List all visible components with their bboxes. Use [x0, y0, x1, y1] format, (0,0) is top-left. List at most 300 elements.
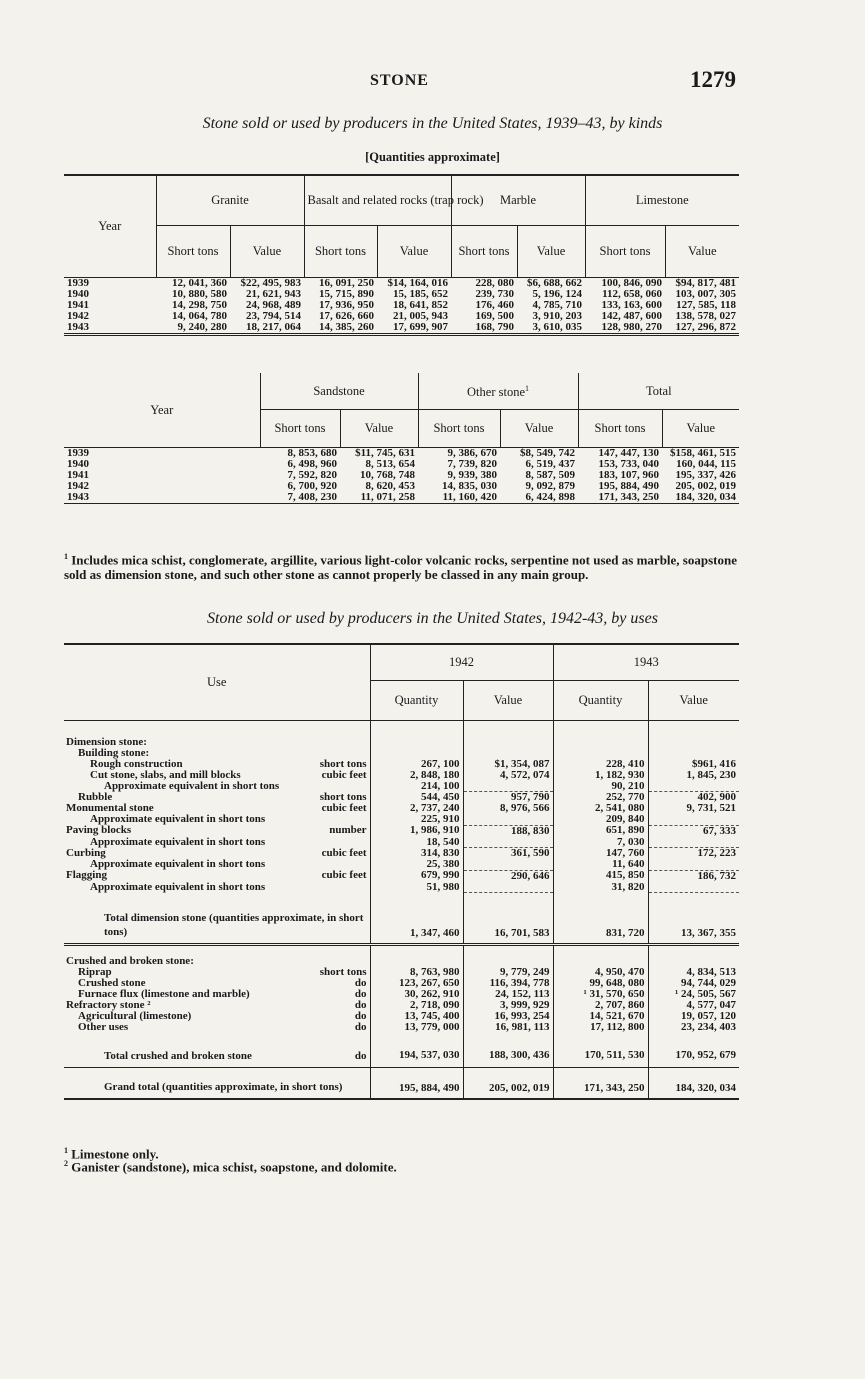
data-cell: $6, 688, 662: [527, 276, 583, 289]
data-cell: 14, 521, 670: [553, 1011, 648, 1022]
data-cell: [463, 748, 553, 759]
data-cell: $14, 164, 016: [387, 276, 449, 289]
col-header: Short tons: [156, 225, 230, 277]
data-cell: 9, 386, 670: [447, 446, 498, 459]
use-label: [78, 989, 367, 1000]
data-cell: 8, 976, 566: [463, 803, 553, 814]
table-row: [64, 322, 739, 335]
year-cell: 1939: [67, 276, 89, 289]
data-cell: 8, 587, 509: [525, 468, 576, 481]
table-row: [64, 893, 739, 945]
data-cell: 142, 487, 600: [601, 309, 663, 322]
data-cell: 16, 993, 254: [463, 1011, 553, 1022]
data-cell: 9, 731, 521: [648, 803, 739, 814]
group-header: Basalt and related rocks (trap rock): [304, 175, 451, 225]
data-cell: [463, 837, 553, 848]
use-label-cell: [64, 837, 370, 848]
data-cell: 169, 500: [475, 309, 515, 322]
data-cell: 17, 699, 907: [393, 320, 449, 333]
use-name: Monumental stone: [66, 802, 154, 814]
use-label-cell: [64, 748, 370, 759]
data-cell: 147, 760: [553, 848, 648, 860]
data-cell: 11, 160, 420: [442, 490, 498, 503]
group-header: Granite: [156, 175, 304, 225]
table-row: [64, 989, 739, 1000]
data-cell: 957, 790: [463, 792, 553, 804]
use-label-cell: [64, 1033, 370, 1068]
data-cell: 103, 007, 305: [675, 287, 737, 300]
data-cell: 16, 981, 113: [463, 1022, 553, 1033]
data-cell: 195, 884, 490: [370, 1067, 463, 1099]
data-cell: 8, 620, 453: [365, 479, 416, 492]
data-cell: 3, 610, 035: [532, 320, 583, 333]
data-cell: 290, 646: [463, 870, 553, 882]
use-label: [66, 737, 367, 748]
data-cell: 4, 572, 074: [463, 770, 553, 781]
table-row: [64, 470, 739, 481]
data-cell: $1, 354, 087: [463, 759, 553, 770]
col-header: Value: [340, 409, 418, 447]
footnote-marker: 2: [64, 1159, 68, 1168]
col-header: Short tons: [260, 409, 340, 447]
col-header: Value: [463, 680, 553, 720]
table-row: [64, 770, 739, 781]
use-label-cell: [64, 1067, 370, 1099]
data-cell: ¹ 24, 505, 567: [648, 989, 739, 1000]
empty-cell: [370, 944, 463, 967]
use-unit: short tons: [319, 965, 367, 978]
use-label: [104, 1080, 367, 1094]
data-cell: 30, 262, 910: [370, 989, 463, 1000]
use-name: Furnace flux (limestone and marble): [78, 987, 250, 1000]
table-row: [64, 967, 739, 978]
data-cell: 176, 460: [475, 298, 515, 311]
year-header: Year: [64, 175, 156, 277]
use-label: [78, 748, 367, 759]
use-label: [78, 967, 367, 978]
col-header: Short tons: [585, 225, 665, 277]
data-cell: 184, 320, 034: [675, 490, 737, 503]
use-label-cell: [64, 893, 370, 945]
table-row: [64, 720, 739, 748]
use-rows: [64, 720, 739, 1099]
data-cell: 100, 846, 090: [601, 276, 663, 289]
data-cell: 2, 848, 180: [370, 770, 463, 781]
section-title: STONE: [370, 72, 429, 89]
data-cell: 18, 540: [370, 837, 463, 848]
data-cell: 127, 585, 118: [676, 298, 737, 311]
data-cell: 228, 080: [475, 276, 515, 289]
data-cell: 21, 621, 943: [246, 287, 302, 300]
table-row: [64, 300, 739, 311]
group-header: Marble: [451, 175, 585, 225]
table-row: [64, 825, 739, 837]
data-cell: 188, 300, 436: [463, 1033, 553, 1068]
use-label: [104, 1049, 367, 1063]
data-cell: 112, 658, 060: [602, 287, 663, 300]
use-label: [90, 770, 367, 781]
data-cell: 7, 592, 820: [287, 468, 337, 481]
data-cell: 170, 511, 530: [553, 1033, 648, 1068]
use-label: [104, 781, 367, 792]
data-cell: [463, 781, 553, 792]
data-cell: 153, 733, 040: [598, 457, 660, 470]
data-cell: 4, 834, 513: [648, 967, 739, 978]
data-cell: 11, 071, 258: [360, 490, 416, 503]
use-label: [66, 870, 367, 881]
group-header: [418, 373, 578, 409]
data-cell: [463, 882, 553, 893]
data-cell: 24, 968, 489: [246, 298, 302, 311]
use-name: Agricultural (limestone): [78, 1009, 192, 1022]
data-cell: 16, 701, 583: [463, 893, 553, 945]
empty-cell: [463, 944, 553, 967]
use-name: Building stone:: [78, 746, 150, 759]
col-header: Value: [230, 225, 304, 277]
data-cell: 10, 768, 748: [360, 468, 416, 481]
use-label: [90, 882, 367, 893]
data-cell: 3, 910, 203: [532, 309, 583, 322]
data-cell: 679, 990: [370, 870, 463, 882]
data-cell: 171, 343, 250: [598, 490, 660, 503]
table-row: [64, 781, 739, 792]
use-name: Flagging: [66, 869, 107, 882]
data-cell: 25, 380: [370, 859, 463, 870]
use-label: [78, 1011, 367, 1022]
use-label-cell: [64, 1000, 370, 1011]
data-cell: 170, 952, 679: [648, 1033, 739, 1068]
data-cell: 2, 718, 090: [370, 1000, 463, 1011]
use-label: [90, 759, 367, 770]
data-cell: 51, 980: [370, 882, 463, 893]
data-cell: [463, 814, 553, 825]
data-cell: 7, 408, 230: [287, 490, 337, 503]
data-cell: 1, 986, 910: [370, 825, 463, 837]
data-cell: 1, 182, 930: [553, 770, 648, 781]
data-cell: 147, 447, 130: [598, 446, 660, 459]
table-row: [64, 1033, 739, 1068]
data-cell: 13, 745, 400: [370, 1011, 463, 1022]
data-cell: 4, 950, 470: [553, 967, 648, 978]
data-cell: 209, 840: [553, 814, 648, 825]
use-name: Paving blocks: [66, 824, 132, 837]
data-cell: 133, 163, 600: [601, 298, 663, 311]
data-cell: 225, 910: [370, 814, 463, 825]
use-name: Approximate equivalent in short tons: [90, 880, 266, 893]
use-name: Crushed stone: [78, 976, 146, 989]
data-cell: 6, 498, 960: [287, 457, 337, 470]
data-cell: 402, 900: [648, 792, 739, 804]
data-cell: 9, 779, 249: [463, 967, 553, 978]
data-cell: ¹ 31, 570, 650: [553, 989, 648, 1000]
data-cell: 651, 890: [553, 825, 648, 837]
data-cell: [648, 748, 739, 759]
data-cell: 14, 385, 260: [319, 320, 375, 333]
table-row: [64, 1022, 739, 1033]
col-header: Short tons: [451, 225, 517, 277]
year-cell: 1939: [67, 446, 89, 459]
data-cell: 1, 347, 460: [370, 893, 463, 945]
table-row: [64, 837, 739, 848]
data-cell: 239, 730: [475, 287, 515, 300]
year-cell: 1942: [67, 309, 89, 322]
year-header: 1942: [370, 644, 553, 680]
table-row: [64, 492, 739, 504]
use-unit: do: [354, 1020, 367, 1033]
col-header: Value: [665, 225, 739, 277]
footnote-marker: 1: [64, 552, 68, 561]
use-unit: do: [354, 987, 367, 1000]
use-label-cell: [64, 720, 370, 748]
data-cell: 8, 763, 980: [370, 967, 463, 978]
data-cell: 205, 002, 019: [463, 1067, 553, 1099]
data-cell: 23, 794, 514: [246, 309, 302, 322]
data-cell: $94, 817, 481: [675, 276, 737, 289]
data-cell: 2, 707, 860: [553, 1000, 648, 1011]
table-row: [64, 481, 739, 492]
col-header: Value: [648, 680, 739, 720]
table-row: [64, 311, 739, 322]
year-cell: 1940: [67, 457, 89, 470]
use-unit: cubic feet: [321, 802, 367, 814]
table-by-kinds: [64, 174, 739, 336]
data-cell: 5, 196, 124: [532, 287, 583, 300]
empty-cell: [553, 944, 648, 967]
data-cell: $22, 495, 983: [240, 276, 302, 289]
year-cell: 1943: [67, 320, 89, 333]
data-cell: [648, 720, 739, 748]
use-name: Rough construction: [90, 757, 183, 770]
use-name: Rubble: [78, 790, 113, 803]
use-unit: cubic feet: [321, 768, 367, 781]
use-label-cell: [64, 882, 370, 893]
data-cell: 7, 739, 820: [447, 457, 498, 470]
data-cell: 14, 835, 030: [442, 479, 498, 492]
data-cell: 2, 541, 080: [553, 803, 648, 814]
use-label: [66, 956, 367, 967]
data-cell: 99, 648, 080: [553, 978, 648, 989]
data-cell: 4, 577, 047: [648, 1000, 739, 1011]
col-header: Value: [377, 225, 451, 277]
use-name: Dimension stone:: [66, 735, 147, 748]
table1-caption: Stone sold or used by producers in the United States, 1939–43, by kinds: [202, 115, 663, 132]
data-cell: 10, 880, 580: [172, 287, 227, 300]
footnote-marker: 1: [525, 384, 530, 394]
use-header: Use: [64, 644, 370, 720]
col-header: Short tons: [578, 409, 662, 447]
data-cell: 67, 333: [648, 825, 739, 837]
data-cell: 160, 044, 115: [676, 457, 737, 470]
use-name: Riprap: [78, 965, 112, 978]
data-cell: $961, 416: [648, 759, 739, 770]
data-cell: [553, 748, 648, 759]
data-cell: 13, 367, 355: [648, 893, 739, 945]
use-label: [90, 814, 367, 825]
table-row: [64, 289, 739, 300]
group-header: Sandstone: [260, 373, 418, 409]
use-label: [104, 911, 367, 939]
data-cell: 24, 152, 113: [463, 989, 553, 1000]
table-row: [64, 277, 739, 289]
col-header: Quantity: [553, 680, 648, 720]
data-cell: 116, 394, 778: [463, 978, 553, 989]
table-row: [64, 759, 739, 770]
table1-note: [Quantities approximate]: [365, 150, 500, 164]
use-name: Crushed and broken stone:: [66, 954, 194, 967]
use-unit: short tons: [319, 790, 367, 803]
data-cell: 94, 744, 029: [648, 978, 739, 989]
use-name: Approximate equivalent in short tons: [90, 813, 266, 825]
data-cell: 831, 720: [553, 893, 648, 945]
data-cell: 19, 057, 120: [648, 1011, 739, 1022]
data-cell: 127, 296, 872: [675, 320, 737, 333]
table3-caption: Stone sold or used by producers in the United States, 1942-43, by uses: [207, 610, 658, 627]
table-row: [64, 459, 739, 470]
data-cell: 4, 785, 710: [532, 298, 583, 311]
year-cell: 1941: [67, 298, 89, 311]
data-cell: 2, 737, 240: [370, 803, 463, 814]
use-name: Approximate equivalent in short tons: [90, 858, 266, 870]
table-row: [64, 870, 739, 882]
use-name: Approximate equivalent in short tons: [104, 779, 280, 792]
col-header: Value: [500, 409, 578, 447]
data-cell: 9, 939, 380: [447, 468, 498, 481]
data-cell: 171, 343, 250: [553, 1067, 648, 1099]
use-label-cell: [64, 944, 370, 967]
data-cell: [648, 837, 739, 848]
use-unit: do: [354, 998, 367, 1011]
data-cell: 172, 223: [648, 848, 739, 860]
use-label-cell: [64, 1011, 370, 1022]
data-cell: 14, 298, 750: [172, 298, 227, 311]
data-cell: $8, 549, 742: [520, 446, 576, 459]
footnote-text: Includes mica schist, conglomerate, argillite, various light-color volcanic rocks, serpentine not used as marble, soapstone sold as dimension stone, and such other stone as cannot properly be classed in any main group.: [64, 552, 737, 583]
footnote-other-stone: [64, 549, 744, 582]
data-cell: 6, 424, 898: [525, 490, 576, 503]
table-row: [64, 1000, 739, 1011]
data-cell: 7, 030: [553, 837, 648, 848]
data-cell: 195, 337, 426: [675, 468, 737, 481]
data-cell: [370, 748, 463, 759]
footnote-text: Ganister (sandstone), mica schist, soapstone, and dolomite.: [71, 1159, 397, 1175]
use-name: Curbing: [66, 846, 106, 859]
data-cell: 252, 770: [553, 792, 648, 804]
data-cell: 9, 240, 280: [177, 320, 227, 333]
footnote-marker: 1: [64, 1146, 68, 1155]
use-unit: cubic feet: [321, 869, 367, 882]
year-cell: 1942: [67, 479, 89, 492]
year-header: 1943: [553, 644, 739, 680]
year-cell: 1943: [67, 490, 89, 503]
data-cell: 18, 641, 852: [393, 298, 449, 311]
data-cell: 17, 936, 950: [319, 298, 375, 311]
data-cell: 228, 410: [553, 759, 648, 770]
data-cell: [648, 814, 739, 825]
use-name: Cut stone, slabs, and mill blocks: [90, 768, 241, 781]
col-header: Quantity: [370, 680, 463, 720]
data-cell: 361, 590: [463, 848, 553, 860]
group-label: Other stone: [467, 385, 526, 400]
use-label: [78, 978, 367, 989]
data-cell: 214, 100: [370, 781, 463, 792]
use-label-cell: [64, 870, 370, 882]
data-cell: 14, 064, 780: [172, 309, 227, 322]
data-cell: 188, 830: [463, 825, 553, 837]
data-cell: 31, 820: [553, 882, 648, 893]
group-header: Limestone: [585, 175, 739, 225]
use-unit: short tons: [319, 757, 367, 770]
data-cell: 128, 980, 270: [601, 320, 663, 333]
group-header: Total: [578, 373, 739, 409]
data-cell: 194, 537, 030: [370, 1033, 463, 1068]
use-label: [78, 1022, 367, 1033]
data-cell: 186, 732: [648, 870, 739, 882]
data-cell: [370, 720, 463, 748]
data-cell: 16, 091, 250: [319, 276, 375, 289]
data-cell: 23, 234, 403: [648, 1022, 739, 1033]
data-cell: 168, 790: [475, 320, 515, 333]
use-unit: do: [354, 976, 367, 989]
data-cell: 184, 320, 034: [648, 1067, 739, 1099]
footnote-refractory: [64, 1156, 744, 1174]
data-cell: 195, 884, 490: [598, 479, 660, 492]
table-row: [64, 1067, 739, 1099]
data-cell: 205, 002, 019: [675, 479, 737, 492]
col-header: Short tons: [418, 409, 500, 447]
year-cell: 1940: [67, 287, 89, 300]
footnote-text: Limestone only.: [71, 1146, 159, 1162]
data-cell: [463, 720, 553, 748]
use-label-cell: [64, 770, 370, 781]
data-cell: 314, 830: [370, 848, 463, 860]
use-unit: cubic feet: [321, 846, 367, 859]
data-cell: 6, 519, 437: [525, 457, 576, 470]
data-cell: 138, 578, 027: [675, 309, 737, 322]
table-row: [64, 1011, 739, 1022]
data-cell: 17, 112, 800: [553, 1022, 648, 1033]
data-cell: 6, 700, 920: [287, 479, 337, 492]
use-name: Total dimension stone (quantities approximate, in short tons): [104, 911, 364, 938]
data-cell: [648, 859, 739, 870]
data-cell: [648, 781, 739, 792]
data-cell: 90, 210: [553, 781, 648, 792]
use-name: Other uses: [78, 1020, 129, 1033]
data-cell: 3, 999, 929: [463, 1000, 553, 1011]
use-label-cell: [64, 759, 370, 770]
data-cell: 8, 853, 680: [287, 446, 337, 459]
empty-cell: [648, 944, 739, 967]
use-unit: do: [354, 1009, 367, 1022]
table-row: [64, 882, 739, 893]
use-name: Refractory stone ²: [66, 998, 151, 1011]
data-cell: 21, 005, 943: [393, 309, 449, 322]
use-unit: do: [354, 1049, 367, 1062]
use-label-cell: [64, 1022, 370, 1033]
data-cell: 9, 092, 879: [525, 479, 576, 492]
col-header: Value: [517, 225, 585, 277]
data-cell: [463, 859, 553, 870]
data-cell: 1, 845, 230: [648, 770, 739, 781]
use-label: [90, 837, 367, 848]
data-cell: 123, 267, 650: [370, 978, 463, 989]
running-head: [0, 67, 865, 96]
use-label: [66, 825, 367, 836]
use-name: Approximate equivalent in short tons: [90, 835, 266, 848]
use-label-cell: [64, 825, 370, 837]
page-number: 1279: [690, 67, 736, 92]
col-header: Short tons: [304, 225, 377, 277]
use-label-cell: [64, 781, 370, 792]
